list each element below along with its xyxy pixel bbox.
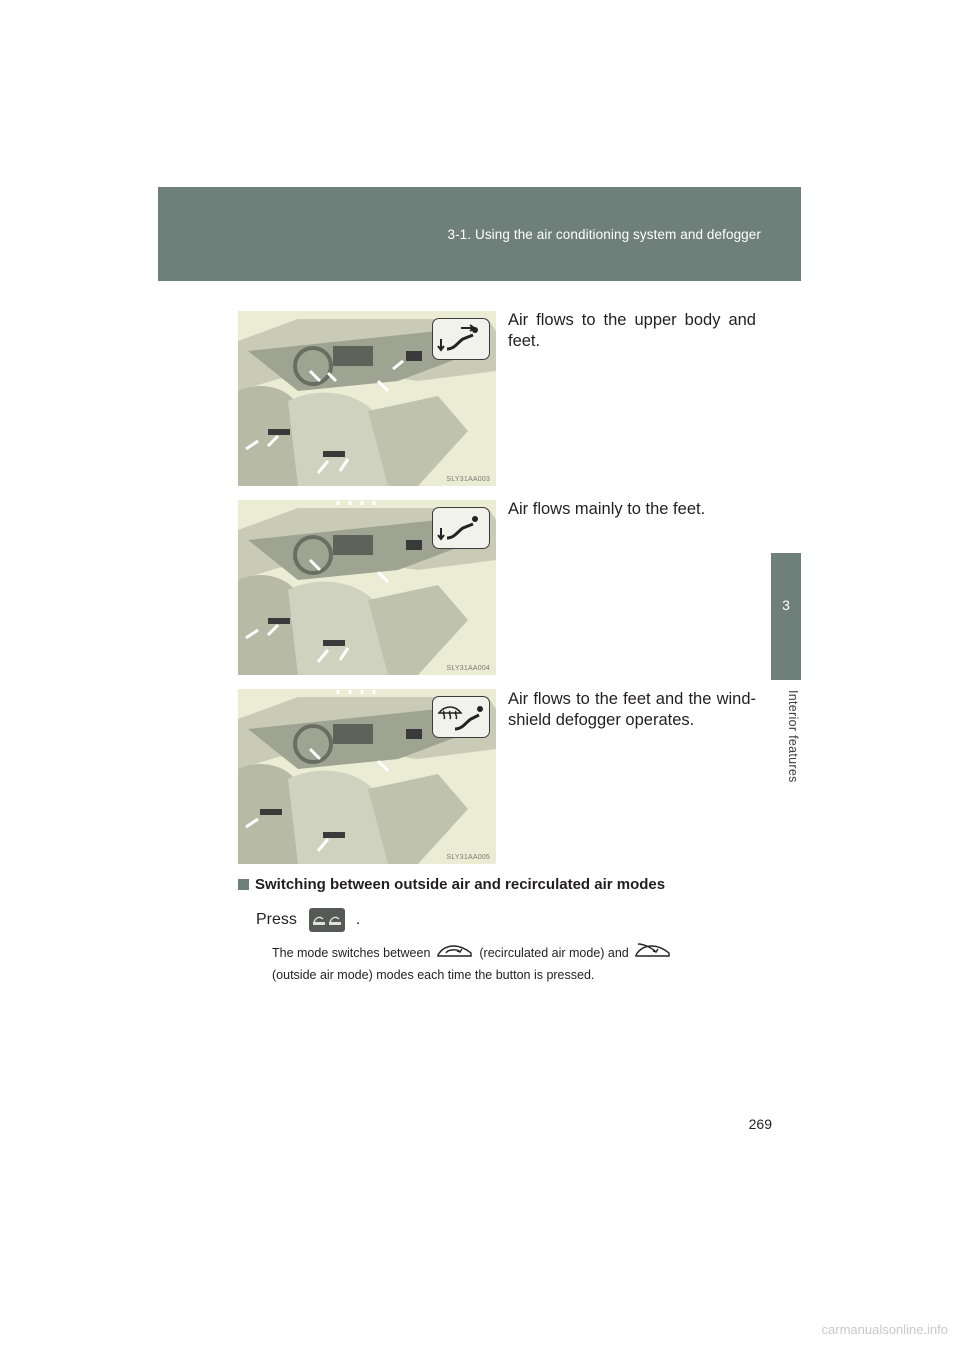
figure-code: SLY31AA005 [446, 854, 490, 861]
figure-description: Air flows mainly to the feet. [508, 500, 706, 518]
feet-icon [432, 507, 490, 549]
figure-code: SLY31AA003 [446, 476, 490, 483]
bullet-square-icon [238, 879, 249, 890]
section-heading: Switching between outside air and recirculated air modes [238, 876, 665, 893]
chapter-number: 3 [782, 597, 790, 613]
chapter-label: Interior features [786, 690, 800, 783]
chapter-tab [771, 553, 801, 680]
figure-description: Air flows to the upper body and feet. [508, 311, 756, 350]
figure-feet-defogger [238, 689, 496, 864]
figure-feet [238, 500, 496, 675]
mode-note: The mode switches between (recirculated air mode) and (outside air mode) modes each time the button is pressed. [272, 942, 756, 985]
figure-description: Air flows to the feet and the wind-shield defogger operates. [508, 690, 756, 729]
air-intake-button-icon [309, 908, 345, 932]
page-number: 269 [748, 1116, 772, 1132]
recirculated-air-icon [436, 942, 474, 966]
upper-body-and-feet-icon [432, 318, 490, 360]
footer-watermark: carmanualsonline.info [821, 1322, 948, 1337]
figure-code: SLY31AA004 [446, 665, 490, 672]
feet-and-defogger-icon [432, 696, 490, 738]
outside-air-icon [634, 942, 672, 966]
figure-upper-body-feet [238, 311, 496, 486]
section-title: 3-1. Using the air conditioning system and defogger [447, 227, 761, 242]
section-header [158, 187, 801, 281]
press-instruction: Press . [256, 908, 360, 932]
